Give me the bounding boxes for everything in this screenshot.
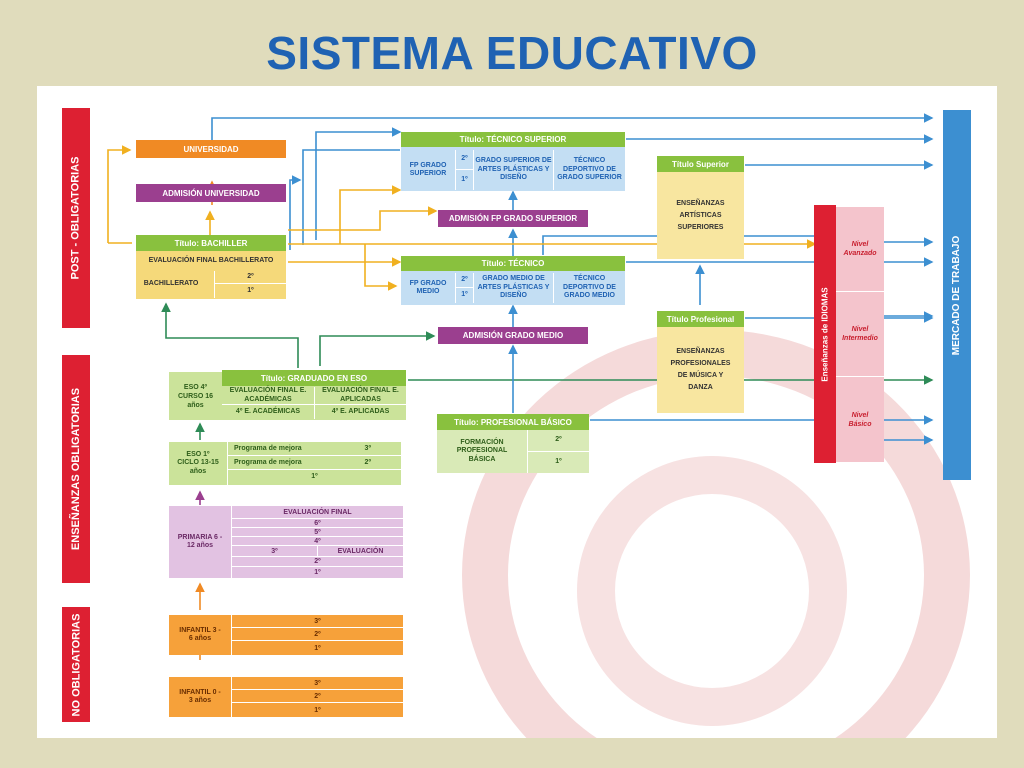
profesional-basico-course-1: 1º: [527, 452, 589, 473]
infantil-3-6-course-3: 3º: [231, 615, 403, 628]
primaria-course-4: 4º: [231, 537, 403, 546]
tecnico-superior-deportivo: TÉCNICO DEPORTIVO DE GRADO SUPERIOR: [553, 150, 625, 190]
infantil-0-3-course-1: 1º: [231, 703, 403, 717]
profesional-basico-course-2: 2º: [527, 430, 589, 452]
tecnico-superior-course-1: 1º: [455, 170, 473, 190]
nivel-avanzado: Nivel Avanzado: [836, 207, 884, 292]
programa-mejora-2: Programa de mejora: [234, 459, 302, 466]
graduado-eso-header: Título: GRADUADO EN ESO: [222, 370, 406, 386]
tecnico-course-2: 2º: [455, 273, 473, 288]
admision-grado-medio-box: ADMISIÓN GRADO MEDIO: [438, 327, 588, 344]
infantil-0-3-course-2: 2º: [231, 690, 403, 703]
titulo-superior-body: ENSEÑANZAS ARTÍSTICAS SUPERIORES: [657, 172, 744, 259]
eso-4-curso: ESO 4º CURSO 16 años: [169, 372, 222, 420]
infantil-0-3-course-3: 3º: [231, 677, 403, 690]
eso-course-1: 1º: [227, 470, 401, 485]
eval-academicas: EVALUACIÓN FINAL E. ACADÉMICAS: [222, 387, 314, 405]
profesional-basico-body: FORMACIÓN PROFESIONAL BÁSICA: [437, 430, 527, 473]
idiomas-label: Enseñanzas de IDIOMAS: [814, 205, 836, 463]
primaria-course-2: 2º: [231, 557, 403, 567]
infantil-3-6-course-2: 2º: [231, 628, 403, 641]
primaria-course-5: 5º: [231, 528, 403, 537]
primaria-course-3: 3º: [231, 546, 317, 557]
titulo-profesional-body: ENSEÑANZAS PROFESIONALES DE MÚSICA Y DANZA: [657, 327, 744, 413]
tecnico-header: Título: TÉCNICO: [401, 256, 625, 271]
bachiller-course-1: 1º: [214, 284, 286, 298]
primaria-label: PRIMARIA 6 - 12 años: [177, 533, 223, 549]
infantil-0-3-label: INFANTIL 0 - 3 años: [179, 688, 221, 704]
section-ensenanzas-obligatorias: ENSEÑANZAS OBLIGATORIAS: [62, 355, 90, 583]
mercado-de-trabajo: MERCADO DE TRABAJO: [943, 110, 971, 480]
primaria-evaluacion-final: EVALUACIÓN FINAL: [231, 506, 403, 519]
tecnico-superior-course-2: 2º: [455, 150, 473, 170]
section-no-obligatorias: NO OBLIGATORIAS: [62, 607, 90, 722]
universidad-box: UNIVERSIDAD: [136, 140, 286, 158]
opt-aplicadas: 4º E. APLICADAS: [314, 405, 406, 419]
section-post-obligatorias: POST - OBLIGATORIAS: [62, 108, 90, 328]
profesional-basico-header: Título: PROFESIONAL BÁSICO: [437, 414, 589, 430]
admision-fp-superior-box: ADMISIÓN FP GRADO SUPERIOR: [438, 210, 588, 227]
nivel-basico: Nivel Básico: [848, 411, 872, 428]
titulo-profesional-header: Título Profesional: [657, 311, 744, 327]
programa-mejora-3: Programa de mejora: [234, 445, 302, 452]
eso-ciclo-row-3: [227, 442, 401, 456]
watermark-inner-ring: [577, 456, 847, 726]
tecnico-superior-artes: GRADO SUPERIOR DE ARTES PLÁSTICAS Y DISEÑO: [473, 150, 553, 190]
infantil-3-6-label: INFANTIL 3 - 6 años: [179, 626, 221, 642]
nivel-intermedio: Nivel Intermedio: [836, 292, 884, 377]
page-title: SISTEMA EDUCATIVO: [266, 27, 758, 79]
primaria-course-6: 6º: [231, 519, 403, 528]
tecnico-superior-header: Título: TÉCNICO SUPERIOR: [401, 132, 625, 147]
primaria-course-1: 1º: [231, 567, 403, 578]
tecnico-artes: GRADO MEDIO DE ARTES PLÁSTICAS Y DISEÑO: [473, 273, 553, 303]
bachiller-course-2: 2º: [214, 271, 286, 284]
eso-ciclo-label: ESO 1º CICLO 13-15 años: [177, 450, 219, 475]
tecnico-fp: FP GRADO MEDIO: [409, 279, 447, 295]
eso-course-2: 2º: [364, 459, 371, 466]
infantil-3-6-course-1: 1º: [231, 641, 403, 655]
titulo-superior-header: Título Superior: [657, 156, 744, 172]
eso-ciclo-row-2: [227, 456, 401, 470]
tecnico-course-1: 1º: [455, 288, 473, 303]
bachiller-header: Título: BACHILLER: [136, 235, 286, 251]
eval-aplicadas: EVALUACIÓN FINAL E. APLICADAS: [314, 387, 406, 405]
opt-academicas: 4º E. ACADÉMICAS: [235, 407, 301, 415]
primaria-evaluacion: EVALUACIÓN: [317, 546, 403, 557]
tecnico-superior-fp: FP GRADO SUPERIOR: [409, 161, 447, 177]
bachiller-label: BACHILLERATO: [143, 279, 199, 287]
eso-course-3: 3º: [364, 445, 371, 452]
bachiller-evaluacion: EVALUACIÓN FINAL BACHILLERATO: [148, 256, 274, 264]
admision-universidad-box: ADMISIÓN UNIVERSIDAD: [136, 184, 286, 202]
tecnico-deportivo: TÉCNICO DEPORTIVO DE GRADO MEDIO: [553, 273, 625, 303]
